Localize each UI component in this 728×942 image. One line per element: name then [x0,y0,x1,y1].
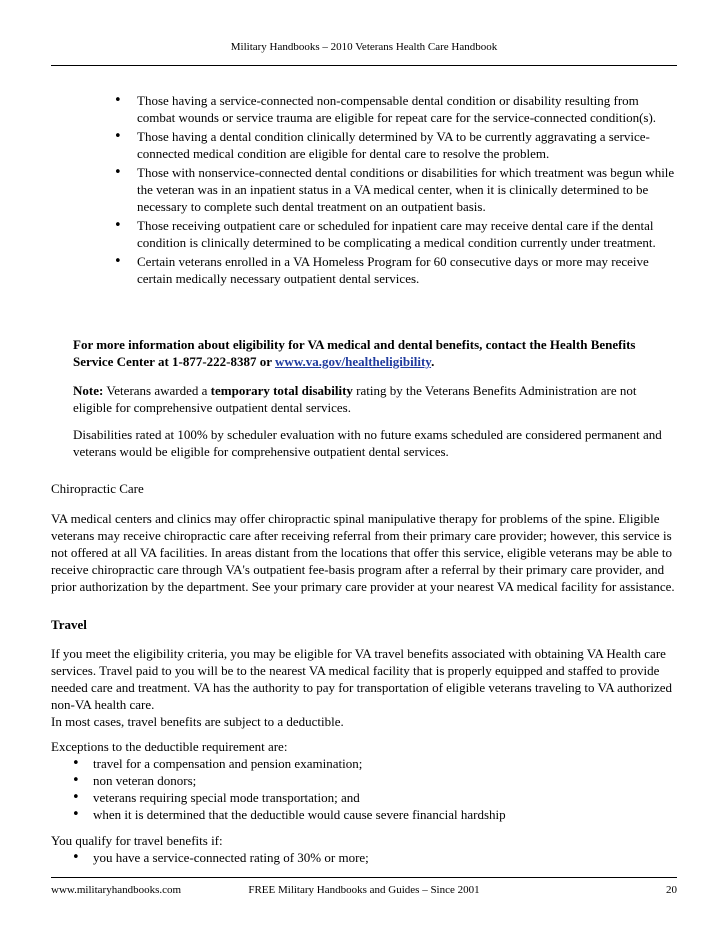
list-item: • non veteran donors; [51,772,678,789]
list-item: • Those having a dental condition clinically determined by VA to be currently aggravating a service-connected medical condition are eligible for dental care to resolve the problem. [108,128,678,162]
note-label: Note: [73,383,104,398]
list-item: • veterans requiring special mode transportation; and [51,789,678,806]
disabilities-paragraph: Disabilities rated at 100% by scheduler evaluation with no future exams scheduled are considered permanent and veterans would be eligible for comprehensive outpatient dental services. [73,427,662,459]
healtheligibility-link[interactable]: www.va.gov/healtheligibility [275,354,432,369]
exceptions-list [51,755,678,823]
list-item: • Certain veterans enrolled in a VA Homeless Program for 60 consecutive days or more may receive certain medically necessary outpatient dental services. [108,253,678,287]
list-item: • you have a service-connected rating of 30% or more; [51,849,678,866]
page-number: 20 [666,884,677,896]
list-item: • Those having a service-connected non-compensable dental condition or disability resulting from combat wounds or service trauma are eligible for repeat care for the service-connected condition(s). [108,92,678,126]
exceptions-block [51,738,678,823]
note-pre: Veterans awarded a [103,383,211,398]
more-info-paragraph [73,336,678,370]
chiropractic-heading: Chiropractic Care [51,481,144,496]
more-info-end: . [431,354,435,369]
list-item: • travel for a compensation and pension examination; [51,755,678,772]
footer-website: www.militaryhandbooks.com [51,884,182,896]
list-item: • Those with nonservice-connected dental conditions or disabilities for which treatment was begun while the veteran was in an inpatient status in a VA medical center, when it is clinically determined to be necessary to complete such dental treatment on an outpatient basis. [108,164,678,215]
list-item: • when it is determined that the deductible would cause severe financial hardship [51,806,678,823]
footer-tagline: FREE Military Handbooks and Guides – Since 2001 [248,884,480,896]
travel-paragraph [51,645,678,730]
dental-eligibility-list [108,92,678,289]
qualify-intro: You qualify for travel benefits if: [51,833,223,848]
travel-deductible: In most cases, travel benefits are subject to a deductible. [51,714,344,729]
footer-rule [51,877,677,878]
note-paragraph [73,382,678,416]
travel-heading: Travel [51,617,87,632]
more-info-text: For more information about eligibility for VA medical and dental benefits, contact the Health Benefits Service Center at 1-877-222-8387 or [73,337,636,369]
travel-body: If you meet the eligibility criteria, you may be eligible for VA travel benefits associated with obtaining VA Health care services. Travel paid to you will be to the nearest VA medical facility that is properly equipped and staffed to provide needed care and treatment. VA has the authority to pay for transportation of eligible veterans traveling to VA authorized non-VA health care. [51,646,673,712]
qualify-list [51,849,678,866]
running-header: Military Handbooks – 2010 Veterans Health Care Handbook [230,41,498,53]
note-emphasis: temporary total disability [210,383,353,398]
header-rule [51,65,677,66]
qualify-block [51,832,678,866]
list-item: • Those receiving outpatient care or scheduled for inpatient care may receive dental care if the dental condition is clinically determined to be complicating a medical condition currently under treatment. [108,217,678,251]
chiropractic-paragraph: VA medical centers and clinics may offer chiropractic spinal manipulative therapy for problems of the spine. Eligible veterans may receive chiropractic care after receiving referral from their primary care provider; however, this service is not offered at all VA facilities. In areas distant from the locations that offer this service, eligible veterans may be able to receive chiropractic care through VA's outpatient fee-basis program after a referral by their primary care provider, and prior authorization by the department. See your primary care provider at your nearest VA medical facility for assistance. [51,511,675,594]
exceptions-intro: Exceptions to the deductible requirement are: [51,739,288,754]
note-post: rating by the Veterans Benefits Administration are not eligible for comprehensive outpatient dental services. [73,383,637,415]
